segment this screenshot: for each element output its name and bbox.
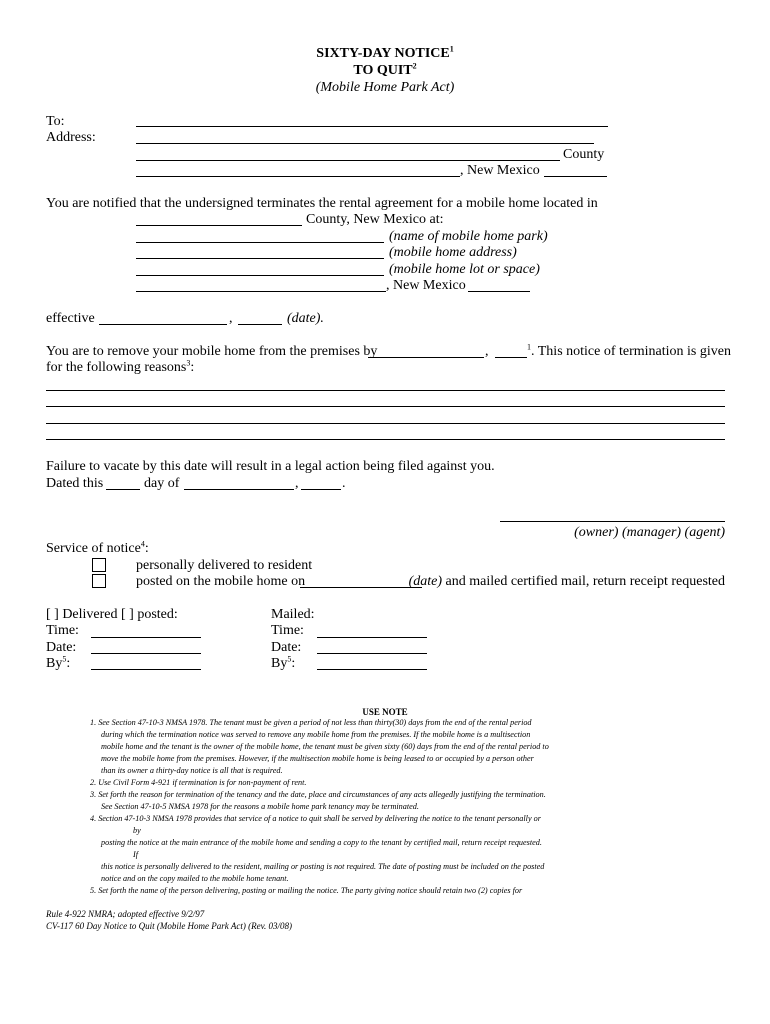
service-text: Service of notice xyxy=(46,541,141,556)
use-note-line: move the mobile home from the premises. However, if the multisection mobile home is being leased to or occupied by a person other xyxy=(101,754,534,763)
address-label: Address: xyxy=(46,130,96,145)
remove-year-field[interactable] xyxy=(495,357,527,358)
reason-line-1[interactable] xyxy=(46,390,725,391)
mailed-by-field[interactable] xyxy=(317,669,427,670)
period: . xyxy=(342,476,346,491)
address-field-2[interactable] xyxy=(136,160,560,161)
by-label xyxy=(46,656,70,672)
signature-field[interactable] xyxy=(500,521,725,522)
use-note-line: notice and on the copy mailed to the mobile home tenant. xyxy=(101,874,289,883)
time-label: Time: xyxy=(46,623,79,638)
use-note-line: than its owner a thirty-day notice is all that is required. xyxy=(101,766,283,775)
new-mexico-label: , New Mexico xyxy=(386,278,466,293)
posted-checkbox[interactable] xyxy=(92,574,106,588)
service-colon: : xyxy=(144,541,149,556)
park-name-label: (name of mobile home park) xyxy=(389,229,548,244)
failure-text: Failure to vacate by this date will result in a legal action being filed against you. xyxy=(46,459,495,474)
time-label: Time: xyxy=(271,623,304,638)
reasons-text: for the following reasons xyxy=(46,360,187,375)
page-subtitle: (Mobile Home Park Act) xyxy=(315,80,455,95)
by-text: By xyxy=(46,656,63,671)
use-note-line: 3. Set forth the reason for termination of the tenancy and the date, place and circumstances of any acts allegedly justifying the termination. xyxy=(90,790,546,799)
footnote-ref: 1 xyxy=(449,44,454,54)
county-field[interactable] xyxy=(136,225,302,226)
option-posted: posted on the mobile home on xyxy=(136,574,306,589)
use-note-line: 2. Use Civil Form 4-921 if termination is for non-payment of rent. xyxy=(90,778,307,787)
dated-day-field[interactable] xyxy=(106,489,140,490)
signature-label: (owner) (manager) (agent) xyxy=(574,525,725,540)
by-label xyxy=(271,656,295,672)
date-label: (date). xyxy=(287,311,324,326)
use-note-line: 4. Section 47-10-3 NMSA 1978 provides that service of a notice to quit shall be served by delivering the notice to the tenant personally or xyxy=(90,814,541,823)
use-note-line: by xyxy=(133,826,141,835)
to-field[interactable] xyxy=(136,126,608,127)
option-posted-rest xyxy=(409,574,725,590)
delivered-by-field[interactable] xyxy=(91,669,201,670)
reason-line-3[interactable] xyxy=(46,423,725,424)
use-note-line: 5. Set forth the name of the person delivering, posting or mailing the notice. The party giving notice should retain two (2) copies for xyxy=(90,886,523,895)
use-note-line: during which the termination notice was served to remove any mobile home from the premises. If the mobile home is a multisection xyxy=(101,730,531,739)
service-label xyxy=(46,541,149,557)
dated-year-field[interactable] xyxy=(301,489,341,490)
address-field-3[interactable] xyxy=(136,176,460,177)
footnote-ref: 1 xyxy=(527,342,531,352)
use-note-line: mobile home and the tenant is the owner of the mobile home, the tenant must be given sixty (60) days from the end of the rental period to xyxy=(101,742,549,751)
use-note-line: this notice is personally delivered to the resident, mailing or posting is not required. The date of posting must be included on the posted xyxy=(101,862,545,871)
use-note-line: posting the notice at the main entrance of the mobile home and sending a copy to the tenant by certified mail, return receipt requested. xyxy=(101,838,542,847)
reason-line-4[interactable] xyxy=(46,439,725,440)
delivered-date-field[interactable] xyxy=(91,653,201,654)
mailed-header: Mailed: xyxy=(271,607,315,622)
home-address-field[interactable] xyxy=(136,258,384,259)
reason-line-2[interactable] xyxy=(46,406,725,407)
mailed-date-field[interactable] xyxy=(317,653,427,654)
use-note-line: If xyxy=(133,850,139,859)
state-label: , New Mexico xyxy=(460,163,540,178)
day-of-label: day of xyxy=(144,476,180,491)
by-colon: : xyxy=(291,656,296,671)
page-title-line1 xyxy=(0,46,770,62)
personally-delivered-checkbox[interactable] xyxy=(92,558,106,572)
rule-reference: Rule 4-922 NMRA; adopted effective 9/2/97 xyxy=(46,909,205,919)
date-label: Date: xyxy=(46,640,77,655)
dated-month-field[interactable] xyxy=(184,489,294,490)
termination-given xyxy=(527,344,731,360)
posted-date-field[interactable] xyxy=(300,587,422,588)
use-note-line: 1. See Section 47-10-3 NMSA 1978. The tenant must be given a period of not less than thirty(30) days from the end of the rental period xyxy=(90,718,532,727)
delivered-time-field[interactable] xyxy=(91,637,201,638)
mailed-time-field[interactable] xyxy=(317,637,427,638)
comma: , xyxy=(295,476,299,491)
home-address-label: (mobile home address) xyxy=(389,245,517,260)
use-note-line: See Section 47-10-5 NMSA 1978 for the reasons a mobile home park tenancy may be terminated. xyxy=(101,802,419,811)
lot-label: (mobile home lot or space) xyxy=(389,262,540,277)
remove-text: You are to remove your mobile home from the premises by xyxy=(46,344,378,359)
option-personally-delivered: personally delivered to resident xyxy=(136,558,313,573)
address-field-1[interactable] xyxy=(136,143,594,144)
remove-date-field[interactable] xyxy=(368,357,484,358)
lot-field[interactable] xyxy=(136,275,384,276)
reasons-label xyxy=(46,360,194,376)
footnote-ref: 5 xyxy=(287,654,292,664)
by-text: By xyxy=(271,656,288,671)
zip-field[interactable] xyxy=(544,176,607,177)
to-label: To: xyxy=(46,114,65,129)
posted-date-label: (date) xyxy=(408,574,443,589)
park-name-field[interactable] xyxy=(136,242,384,243)
by-colon: : xyxy=(66,656,71,671)
delivered-posted-header: [ ] Delivered [ ] posted: xyxy=(46,607,178,622)
reasons-colon: : xyxy=(190,360,195,375)
effective-year-field[interactable] xyxy=(238,324,282,325)
footnote-ref: 5 xyxy=(62,654,67,664)
title-text: SIXTY-DAY NOTICE xyxy=(316,46,450,61)
footnote-ref: 3 xyxy=(186,358,191,368)
use-note-title: USE NOTE xyxy=(362,707,408,717)
county-nm-at: County, New Mexico at: xyxy=(306,212,444,227)
comma: , xyxy=(485,344,489,359)
posted-rest-text: and mailed certified mail, return receipt requested xyxy=(445,574,725,589)
form-reference: CV-117 60 Day Notice to Quit (Mobile Home Park Act) (Rev. 03/08) xyxy=(46,921,292,931)
footnote-ref: 4 xyxy=(140,539,145,549)
county-label: County xyxy=(563,147,605,162)
dated-this-label: Dated this xyxy=(46,476,104,491)
city-field[interactable] xyxy=(136,291,386,292)
comma: , xyxy=(229,311,233,326)
footnote-ref: 2 xyxy=(412,61,417,71)
notice-intro: You are notified that the undersigned terminates the rental agreement for a mobile home located in xyxy=(46,196,598,211)
zip-field-2[interactable] xyxy=(468,291,530,292)
effective-date-field[interactable] xyxy=(99,324,227,325)
termination-given-text: . This notice of termination is given xyxy=(531,344,731,359)
title-text: TO QUIT xyxy=(353,63,413,78)
date-label: Date: xyxy=(271,640,302,655)
page-title-line2 xyxy=(0,63,770,79)
effective-label: effective xyxy=(46,311,95,326)
